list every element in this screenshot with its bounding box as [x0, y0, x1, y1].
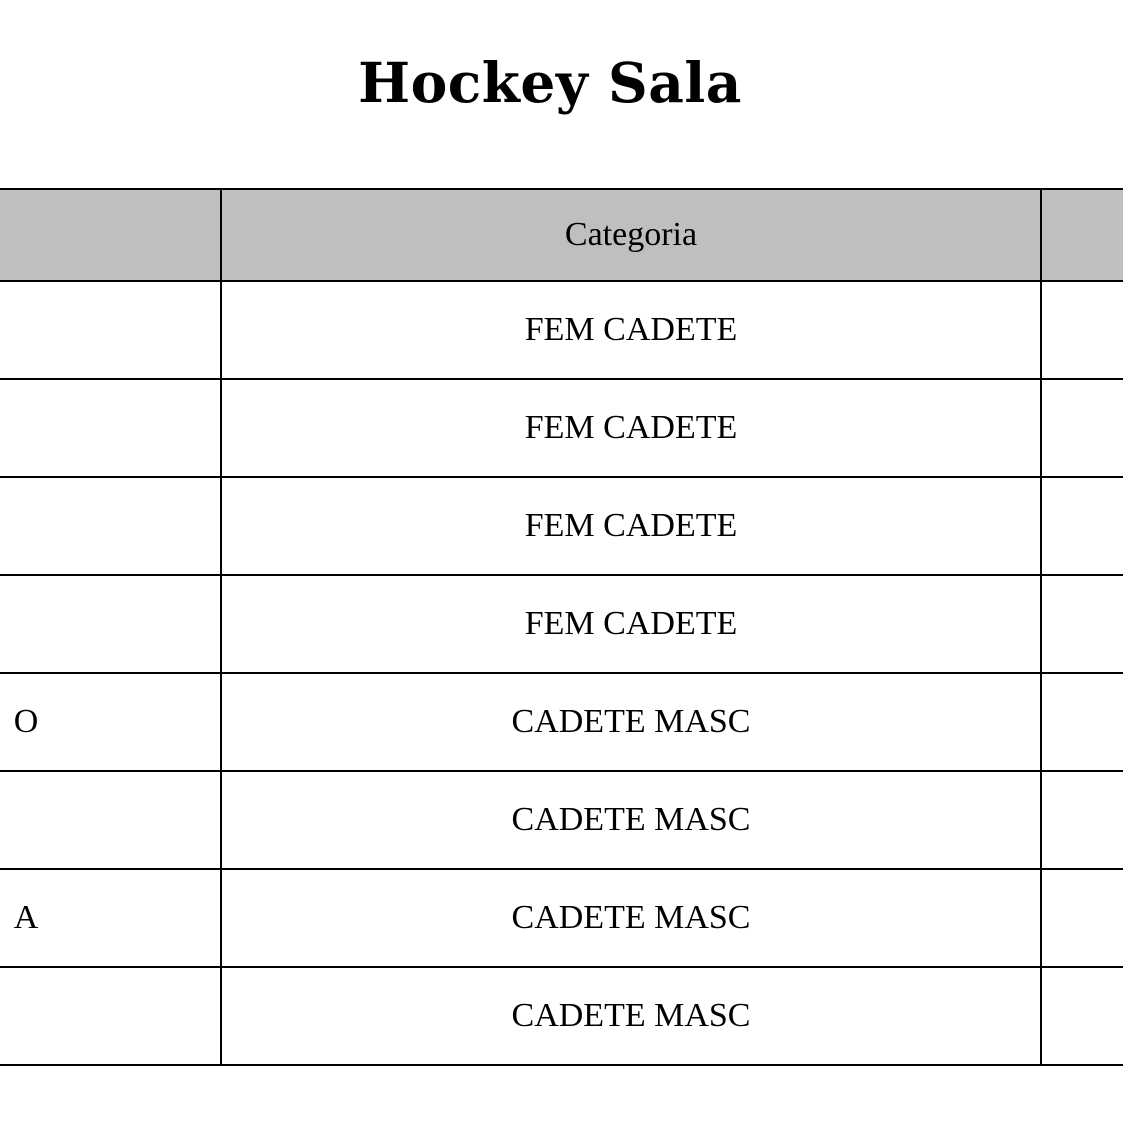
categories-table: [0, 188, 1123, 1066]
table-row: [0, 281, 1123, 379]
cell-name: A: [0, 869, 221, 967]
cell-name: O: [0, 673, 221, 771]
cell-name: [0, 967, 221, 1065]
cell-extra: [1041, 477, 1123, 575]
cell-name: [0, 771, 221, 869]
column-header-categoria: Categoria: [221, 189, 1041, 281]
cell-name: [0, 477, 221, 575]
cell-extra: [1041, 281, 1123, 379]
cell-category: CADETE MASC: [221, 869, 1041, 967]
table-header: [0, 189, 1123, 281]
table-row: [0, 967, 1123, 1065]
cell-category: CADETE MASC: [221, 771, 1041, 869]
cell-extra: [1041, 967, 1123, 1065]
table-row: [0, 673, 1123, 771]
page-title: Hockey Sala: [358, 50, 742, 115]
table-row: [0, 869, 1123, 967]
table-row: [0, 575, 1123, 673]
table-row: [0, 771, 1123, 869]
cell-extra: [1041, 379, 1123, 477]
cell-category: FEM CADETE: [221, 281, 1041, 379]
cell-name: [0, 575, 221, 673]
cell-extra: [1041, 771, 1123, 869]
cell-category: FEM CADETE: [221, 379, 1041, 477]
cell-category: FEM CADETE: [221, 477, 1041, 575]
cell-name: [0, 379, 221, 477]
categories-table-container: [0, 188, 1123, 1066]
cell-category: FEM CADETE: [221, 575, 1041, 673]
column-header-name: [0, 189, 221, 281]
table-header-row: [0, 189, 1123, 281]
cell-extra: [1041, 673, 1123, 771]
table-row: [0, 477, 1123, 575]
column-header-extra: [1041, 189, 1123, 281]
cell-category: CADETE MASC: [221, 673, 1041, 771]
table-row: [0, 379, 1123, 477]
table-body: [0, 281, 1123, 1065]
cell-extra: [1041, 575, 1123, 673]
cell-name: [0, 281, 221, 379]
cell-extra: [1041, 869, 1123, 967]
cell-category: CADETE MASC: [221, 967, 1041, 1065]
